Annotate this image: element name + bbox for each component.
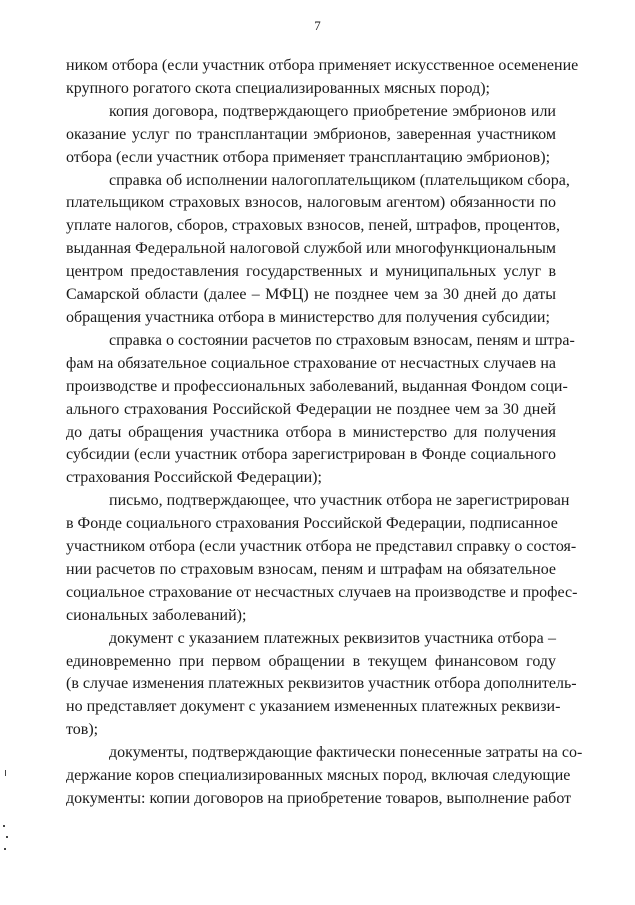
text-line: фам на обязательное социальное страхование от несчастных случаев на [66, 354, 556, 372]
text-line: документ с указанием платежных реквизитов участника отбора – [109, 629, 556, 647]
text-line: ником отбора (если участник отбора применяет искусственное осеменение [66, 57, 579, 74]
text-line: справка о состоянии расчетов по страховым взносам, пеням и штра- [109, 331, 575, 349]
text-line: тов); [66, 721, 99, 739]
text-line: центром предоставления государственных и муниципальных услуг в [66, 263, 556, 281]
text-line: держание коров специализированных мясных пород, включая следующие [66, 767, 571, 785]
text-line: плательщиком страховых взносов, налоговым агентом) обязанности по [66, 194, 556, 212]
text-line: отбора (если участник отбора применяет трансплантацию эмбрионов); [66, 148, 551, 166]
text-line: копия договора, подтверждающего приобретение эмбрионов или [109, 102, 556, 120]
text-line: документы: копии договоров на приобретение товаров, выполнение работ [66, 790, 572, 807]
text-line: ального страхования Российской Федерации не позднее чем за 30 дней [66, 400, 556, 418]
paragraph-insurance-certificate [66, 330, 575, 490]
paragraph-tax-certificate [66, 170, 570, 330]
text-line: социальное страхование от несчастных случаев на производстве и профес- [66, 583, 578, 601]
text-line: крупного рогатого скота специализированных мясных пород); [66, 79, 490, 97]
text-line: страхования Российской Федерации); [66, 469, 322, 487]
text-line: нии расчетов по страховым взносам, пеням и штрафам на обязательное [66, 560, 556, 578]
text-line: участником отбора (если участник отбора не представил справку о состоя- [66, 538, 577, 556]
text-line: но представляет документ с указанием измененных платежных реквизи- [66, 698, 561, 716]
paragraph-embryo-contract [66, 101, 556, 170]
paragraph-continuation-insemination [66, 55, 579, 101]
scan-artifact [6, 836, 8, 838]
scan-artifact [3, 825, 5, 827]
text-line: до даты обращения участника отбора в министерство для получения [66, 423, 556, 441]
text-line: в Фонде социального страхования Российской Федерации, подписанное [66, 515, 558, 533]
text-line: единовременно при первом обращении в текущем финансовом году [66, 652, 556, 670]
text-line: письмо, подтверждающее, что участник отбора не зарегистрирован [109, 492, 570, 510]
text-line: субсидии (если участник отбора зарегистрирован в Фонде социального [66, 446, 556, 464]
paragraph-not-registered-letter [66, 490, 578, 627]
paragraph-expense-documents [66, 742, 583, 811]
paragraph-payment-details [66, 628, 577, 743]
text-line: оказание услуг по трансплантации эмбрионов, заверенная участником [66, 125, 556, 143]
text-line: справка об исполнении налогоплательщиком (плательщиком сбора, [109, 171, 570, 189]
text-line: (в случае изменения платежных реквизитов участник отбора дополнитель- [66, 675, 577, 693]
text-line: производстве и профессиональных заболеваний, выданная Фондом соци- [66, 377, 568, 395]
text-line: сиональных заболеваний); [66, 606, 247, 624]
page-number: 7 [314, 18, 321, 33]
text-line: документы, подтверждающие фактически понесенные затраты на со- [109, 744, 583, 762]
scan-artifact [5, 770, 6, 776]
document-body [66, 55, 583, 811]
text-line: Самарской области (далее – МФЦ) не позднее чем за 30 дней до даты [66, 286, 556, 304]
scan-artifact [4, 848, 6, 850]
text-line: уплате налогов, сборов, страховых взносов, пеней, штрафов, процентов, [66, 217, 560, 235]
text-line: выданная Федеральной налоговой службой или многофункциональным [66, 240, 556, 258]
text-line: обращения участника отбора в министерство для получения субсидии; [66, 308, 550, 326]
